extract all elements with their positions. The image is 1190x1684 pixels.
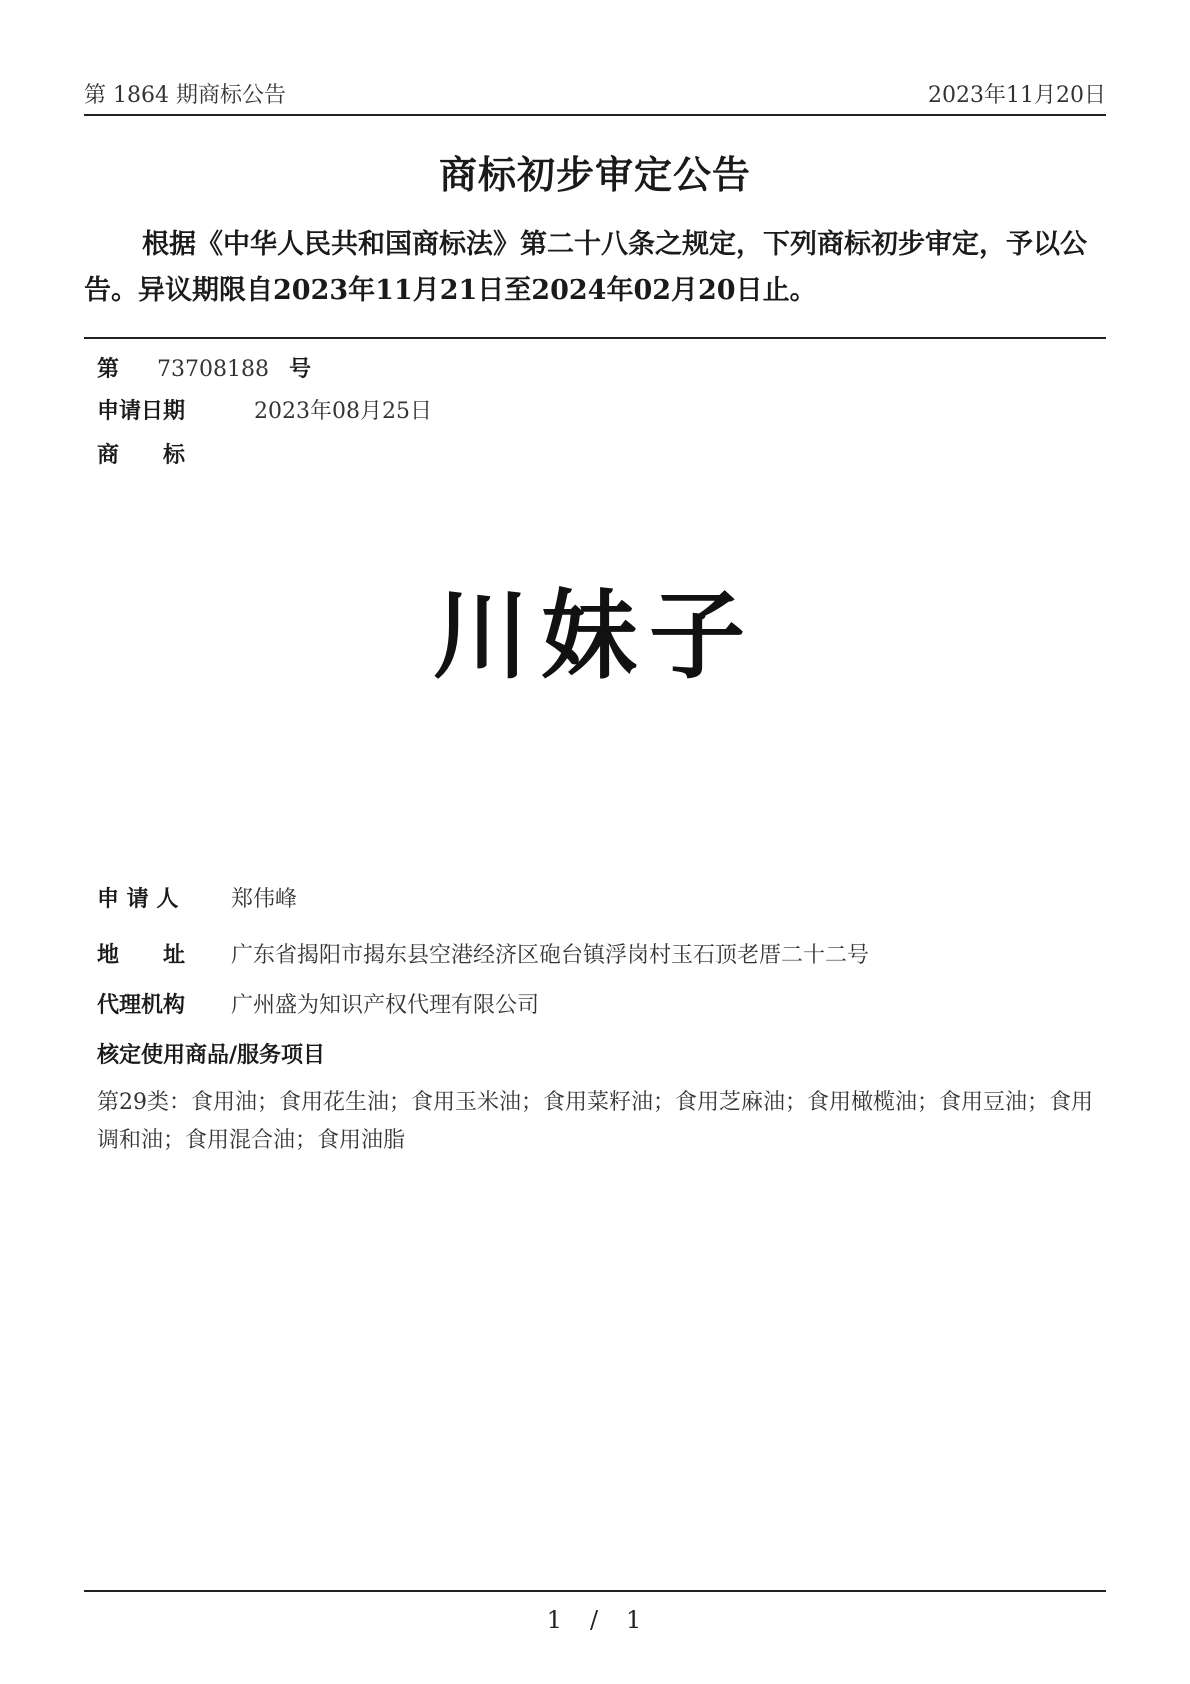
issue-date: 2023年11月20日: [928, 83, 1106, 108]
registration-number: [97, 352, 311, 383]
goods-heading: 核定使用商品/服务项目: [97, 1043, 326, 1068]
page-number: 1 / 1: [546, 1606, 644, 1634]
registration-label-suffix: 号: [289, 357, 312, 382]
application-date-label: 申请日期: [97, 399, 186, 424]
address-value: 广东省揭阳市揭东县空港经济区砲台镇浮岗村玉石顶老厝二十二号: [231, 943, 870, 968]
registration-label-prefix: 第: [97, 357, 120, 382]
applicant-value: 郑伟峰: [231, 887, 298, 912]
application-date: [97, 394, 432, 425]
applicant: [97, 882, 297, 913]
goods-list: 第29类：食用油；食用花生油；食用玉米油；食用菜籽油；食用芝麻油；食用橄榄油；食用豆油；食用调和油；食用混合油；食用油脂: [97, 1090, 1093, 1153]
trademark-label: 商 标: [97, 443, 186, 468]
goods-heading-row: [97, 1038, 325, 1069]
applicant-label: 申 请 人: [97, 887, 179, 912]
application-date-value: 2023年08月25日: [254, 399, 432, 424]
page-header: [84, 78, 1106, 116]
intro-paragraph: 根据《中华人民共和国商标法》第二十八条之规定，下列商标初步审定，予以公告。异议期限自2023年11月21日至2024年02月20日止。: [84, 229, 1087, 306]
divider: [84, 337, 1106, 339]
footer-divider: [84, 1590, 1106, 1592]
trademark-label-row: [97, 438, 185, 469]
page-title: 商标初步审定公告: [438, 152, 751, 197]
trademark-image: 川妹子: [433, 580, 757, 692]
issue-number: 第 1864 期商标公告: [84, 83, 286, 108]
address: [97, 938, 869, 969]
agency: [97, 988, 539, 1019]
agency-label: 代理机构: [97, 993, 186, 1018]
registration-number-value: 73708188: [157, 357, 269, 382]
agency-value: 广州盛为知识产权代理有限公司: [231, 993, 540, 1018]
address-label: 地 址: [97, 943, 186, 968]
